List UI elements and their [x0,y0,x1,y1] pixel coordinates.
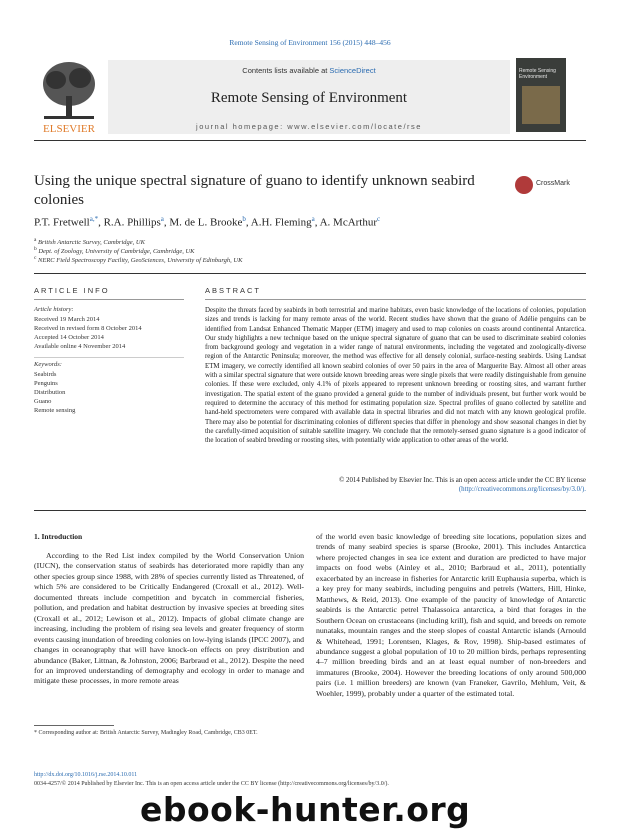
introduction-right-column: of the world even basic knowledge of breeding site locations, population sizes and trends of many seabird species is sparse (Brooke, 2001). This includes Antarctica where projected changes in sea ice extent and duration are predicted to have major impacts on food webs (Ainley et al., 2010; Barbraud et al., 2011), potentially exacerbated by an increase in fisheries for Antarctic krill Euphausia superba, which is a key prey for many seabirds, including penguins and petrels (Watters, Hill, Hinke, Matthews, & Reid, 2013). One example of the paucity of knowledge of Antarctic seabirds is the Antarctic petrel Thalassoica antarctica, a bird that forages in the Southern Ocean on crustaceans (including krill), fish and squid, and breeds on remote nunataks, mountain ranges and the steep slopes of coastal Antarctic islands (Arnould & Whitehead, 1991; Lorentsen, Klages, & Rov, 1998). Ship-based estimates of abundance suggest a global population of 10 to 20 million birds, perhaps representing 4–7 million breeding birds and an at least equal number of non-breeders and immatures (Brooke, 2004). However the breeding locations of only around 500,000 pairs (i.e. 1 million breeders) are known (van Franeker, Gavrilo, Mehlum, Veit, & Woehler, 1999), probably under a quarter of the estimated total. [316,532,586,698]
affiliation [34,255,586,264]
affiliation-text: Dept. of Zoology, University of Cambridge, Cambridge, UK [38,248,195,256]
author-affil-marker[interactable]: c [377,215,381,223]
author-name[interactable]: R.A. Phillips [103,216,161,229]
section-rule [34,273,586,274]
cover-title: Remote Sensing Environment [519,68,556,80]
abstract-rule [205,299,586,300]
keywords-rule [34,357,184,358]
author-affil-marker[interactable]: a [160,215,164,223]
license-line: © 2014 Published by Elsevier Inc. This is an open access article under the CC BY license [339,477,586,484]
author-affil-marker[interactable]: a,* [89,215,99,223]
footnote-rule [34,725,114,726]
abstract-heading: ABSTRACT [205,286,262,295]
author-name[interactable]: A. McArthur [319,216,378,229]
cover-image [522,86,560,124]
history-item: Available online 4 November 2014 [34,343,126,350]
issn-line: 0034-4257/© 2014 Published by Elsevier Inc. This is an open access article under the CC BY license (http://creativecommons.org/licenses/by/3.0/). [34,781,389,787]
doi-link[interactable]: http://dx.doi.org/10.1016/j.rse.2014.10.011 [34,772,138,778]
keywords-list [34,370,184,415]
author-name[interactable]: A.H. Fleming [250,216,312,229]
affiliation [34,246,586,255]
history-list [34,315,194,351]
watermark: ebook-hunter.org [140,790,471,829]
keywords-label: Keywords: [34,361,62,368]
journal-cover-thumbnail[interactable] [516,58,566,132]
history-item: Accepted 14 October 2014 [34,334,104,341]
elsevier-tree-icon [34,58,104,136]
affiliation-text: NERC Field Spectroscopy Facility, GeoSciences, University of Edinburgh, UK [38,257,243,265]
corresponding-author-footnote: * Corresponding author at: British Antarctic Survey, Madingley Road, Cambridge, CB3 0ET. [34,730,258,736]
journal-name: Remote Sensing of Environment [210,90,408,106]
svg-text:ELSEVIER: ELSEVIER [43,123,95,135]
affiliation [34,237,586,246]
crossmark-icon [515,176,533,194]
introduction-heading: 1. Introduction [34,532,83,541]
affiliation-marker: b [34,246,37,252]
journal-reference[interactable]: Remote Sensing of Environment 156 (2015) 448–456 [229,38,391,47]
article-info-heading: ARTICLE INFO [34,286,110,295]
author-list: P.T. Fretwell$^{a,*}$, R.A. Phillips$^a$, M. de L. Brooke$^b$, A.H. Fleming$^a$, A. McArthur$^c$ [34,215,381,229]
license-statement [205,476,586,495]
abstract-text: Despite the threats faced by seabirds in both terrestrial and marine habitats, even basic knowledge of the locations of colonies, population sizes and trends is lacking for many remote areas of the world. Recent studies have shown that the guano of Adélie penguins can be identified from Landsat Enhanced Thematic Mapper (ETM) imagery and used to map colonies on coasts around continental Antarctica. Our study highlights a new technique based on the unique spectral signature of guano that can be used to discriminate seabird colonies from background geology and vegetation in a wider range of natural environments, including the vegetated and zoologically-diverse region of the Antarctic Peninsula; moreover, the method was effective for all densely colonial, surface-nesting seabirds. Using Landsat ETM imagery, we correctly identified all known seabird colonies of over 50 pairs in the area of Marguerite Bay. Almost all other areas with a similar spectral signature that were outside known breeding areas were single pixels that were readily distinguishable from genuine colonies. If these were excluded, only 4.1% of pixels appeared to represent unknown breeding or roosting sites, and warrant further investigation. The spatial extent of the guano provided a general guide to the number of individuals present, but further work would be required to determine the accuracy of this method for estimating population size. Spectral profiles of guano collected by satellite and hand-held spectrometers were compared with available data in spectral libraries and did not match with any known geological profile. There may also be potential for discriminating colonies of different species that differ in phenology and show seasonal changes in diet by the carefully-timed acquisition of suitable satellite imagery. We conclude that the remotely-sensed guano signature is a good indicator of the location of seabird breeding or roosting sites, with potentially wide application to other areas of the world. [205,307,586,445]
author-affil-marker[interactable]: a [311,215,315,223]
header-rule [34,140,586,141]
affiliation-marker: c [34,255,37,261]
elsevier-logo [34,58,104,136]
license-link[interactable]: (http://creativecommons.org/licenses/by/3.0/). [458,486,586,494]
contents-prefix: Contents lists available at [242,66,330,75]
keyword-item: Seabirds [34,371,57,378]
affiliation-marker: a [34,237,37,243]
author-name[interactable]: M. de L. Brooke [169,216,243,229]
keyword-item: Distribution [34,389,66,396]
article-title: Using the unique spectral signature of guano to identify unknown seabird colonies [34,173,475,208]
article-info-rule [34,299,184,300]
author-name[interactable]: P.T. Fretwell [34,216,90,229]
contents-line [108,66,510,75]
keyword-item: Remote sensing [34,407,76,414]
affiliation-text: British Antarctic Survey, Cambridge, UK [38,239,145,247]
keyword-item: Penguins [34,380,58,387]
crossmark-label: CrossMark [536,180,570,187]
body-rule [34,510,586,511]
introduction-left-column: According to the Red List index compiled by the World Conservation Union (IUCN), the conservation status of seabirds has deteriorated more rapidly than any other species group since 1988, with 28% of species currently listed as Threatened, of which 5% are considered to be Critically Endangered (Croxall et al., 2012). Well-documented threats include competition and bycatch in commercial fisheries, pollution, and predation and habitat destruction by invasive species at breeding sites (Croxall et al., 2012; Lewison et al., 2012). Impacts of global climate change are increasing, including the problem of rising sea levels and greater frequency of storm events causing inundation of breeding colonies on low-lying islands (IPCC 2007), and changes in oceanography that will have knock-on effects on prey distribution and abundance (Baker, Littnan, & Johnston, 2006; Barbraud et al., 2012). Despite the need for an improved understanding of demography and ecology in order to manage and mitigate these processes, in more remote areas [34,551,304,686]
sciencedirect-link[interactable]: ScienceDirect [329,66,376,75]
history-item: Received 19 March 2014 [34,316,100,323]
keyword-item: Guano [34,398,52,405]
history-label: Article history: [34,306,74,313]
history-item: Received in revised form 8 October 2014 [34,325,142,332]
journal-homepage[interactable]: journal homepage: www.elsevier.com/locate/rse [196,122,422,131]
crossmark-badge[interactable] [515,176,595,196]
author-affil-marker[interactable]: b [242,215,246,223]
